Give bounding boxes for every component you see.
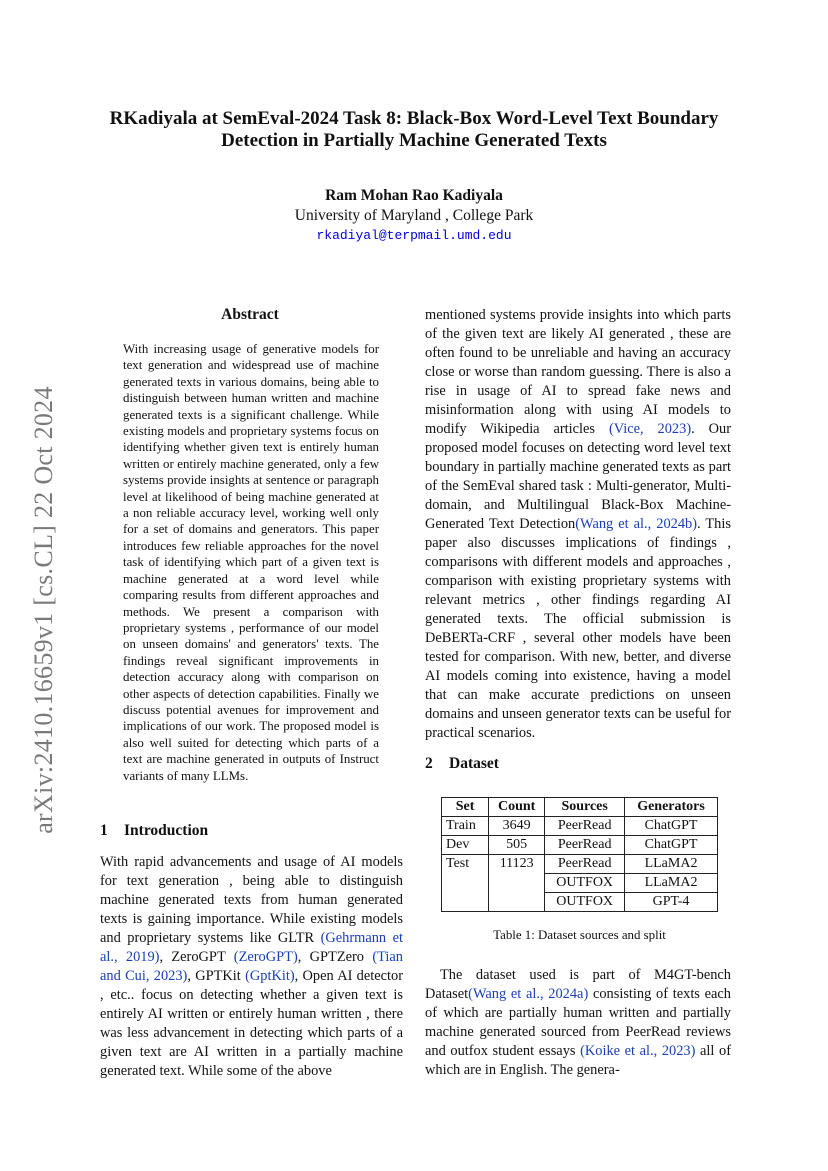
abstract-heading: Abstract [221, 306, 279, 323]
table-header: Sources [545, 798, 625, 817]
intro-paragraph [100, 853, 403, 1081]
table-cell [442, 893, 489, 912]
table-cell: PeerRead [545, 817, 625, 836]
intro-number: 1 [100, 822, 108, 839]
dataset-title: Dataset [449, 755, 499, 772]
table-cell: PeerRead [545, 836, 625, 855]
citation-gptkit[interactable]: (GptKit) [245, 968, 295, 984]
table-cell: PeerRead [545, 855, 625, 874]
intro-text-1: With rapid advancements and usage of AI models for text generation , being able to distinguish machine generated texts from human generated texts is gaining importance. While existing models and proprietary systems like GLTR [100, 854, 403, 946]
table-header: Count [489, 798, 545, 817]
table-cell: 11123 [489, 855, 545, 874]
intro-text-2: , ZeroGPT [159, 949, 234, 965]
intro-text-5: , Open AI detector , etc.. focus on detecting whether a given text is entirely AI written or entirely human written , there was less advancement in detecting which parts of a given text are AI written in a partially machine generated text. While some of the above [100, 968, 404, 1079]
table-row [442, 836, 718, 855]
table-cell: ChatGPT [625, 817, 718, 836]
table-cell: 3649 [489, 817, 545, 836]
table-cell: OUTFOX [545, 893, 625, 912]
table-row [442, 817, 718, 836]
table-header: Generators [625, 798, 718, 817]
right-column-paragraph [425, 306, 731, 743]
abstract-text: With increasing usage of generative models for text generation and widespread use of machine generated texts in various domains, being able to distinguish between human written and machine generated texts is a significant challenge. While existing models and proprietary systems focus on identifying whether given text is entirely human written or entirely machine generated, only a few systems provide insights at sentence or paragraph level at likelihood of being machine generated at a non reliable accuracy level, working well only for a set of domains and generators. This paper introduces few reliable approaches for the novel task of identifying which part of a given text is machine generated at a word level while comparing results from different approaches and methods. We present a comparison with proprietary systems , performance of our model on unseen domains' and generators' texts. The findings reveal significant improvements in detection accuracy along with comparison on other aspects of detection capabilities. Finally we discuss potential avenues for improvement and implications of our work. The proposed model is also well suited for detecting which parts of a text are machine generated in outputs of Instruct variants of many LLMs. [123, 342, 379, 783]
table-cell: Test [442, 855, 489, 874]
dataset-paragraph [425, 966, 731, 1080]
intro-text-3: , GPTZero [297, 949, 373, 965]
citation-zerogpt[interactable]: (ZeroGPT) [233, 949, 298, 965]
table-cell: Train [442, 817, 489, 836]
author-email[interactable]: rkadiyal@terpmail.umd.edu [316, 228, 512, 243]
table-cell [442, 874, 489, 893]
table-cell [489, 893, 545, 912]
table-cell: GPT-4 [625, 893, 718, 912]
table-cell: ChatGPT [625, 836, 718, 855]
author-block [80, 186, 748, 246]
arxiv-identifier: arXiv:2410.16659v1 [cs.CL] 22 Oct 2024 [29, 386, 58, 834]
dataset-table [441, 797, 718, 912]
citation-vice[interactable]: (Vice, 2023) [608, 421, 692, 437]
citation-gehrmann[interactable]: (Gehrmann et al., 2019) [100, 930, 403, 965]
dataset-text-2: consisting of texts each of which are partially human written and partially machine generated sourced from PeerRead reviews and outfox student essays [425, 986, 731, 1059]
dataset-number: 2 [425, 755, 433, 772]
table-header: Set [442, 798, 489, 817]
table-cell: OUTFOX [545, 874, 625, 893]
citation-wang-2024b[interactable]: (Wang et al., 2024b) [575, 516, 698, 532]
table-cell: Dev [442, 836, 489, 855]
table-row [442, 855, 718, 874]
intro-text-4: , GPTKit [187, 968, 246, 984]
right-text-3: . This paper also discusses implications of findings , comparisons with different models and approaches , comparison with existing proprietary systems with relevant metrics , other findings regarding AI generated texts. The official submission is DeBERTa-CRF , several other models have been tested for comparison. With new, better, and diverse AI models coming into existence, having a model that can make accurate predictions on unseen domains and unseen generator texts can be useful for practical scenarios. [425, 516, 731, 741]
title-line-1: RKadiyala at SemEval-2024 Task 8: Black-Box Word-Level Text Boundary [109, 108, 719, 129]
intro-heading [100, 822, 208, 840]
author-affiliation: University of Maryland , College Park [294, 207, 534, 224]
table-caption: Table 1: Dataset sources and split [493, 928, 666, 942]
author-name: Ram Mohan Rao Kadiyala [325, 187, 503, 204]
table-header-row [442, 798, 718, 817]
citation-koike[interactable]: (Koike et al., 2023) [580, 1043, 696, 1059]
table-row [442, 874, 718, 893]
paper-title [80, 108, 748, 152]
citation-tian-cui[interactable]: (Tian and Cui, 2023) [100, 949, 403, 984]
right-text-2: . Our proposed model focuses on detecting word level text boundary in partially machine generated texts as part of the SemEval shared task : Multi-generator, Multi-domain, and Multilingual Black-Box Machine-Generated Text Detection [425, 421, 731, 532]
table-cell: 505 [489, 836, 545, 855]
table-cell [489, 874, 545, 893]
right-text-1: mentioned systems provide insights into which parts of the given text are likely AI generated , these are often found to be unreliable and having an accuracy close or worse than random guessing. There is also a rise in usage of AI to spread fake news and misinformation along with using AI models to modify Wikipedia articles [425, 307, 731, 437]
title-line-2: Detection in Partially Machine Generated Texts [221, 130, 607, 151]
dataset-heading [425, 755, 499, 773]
dataset-text-3: all of which are in English. The genera- [425, 1043, 731, 1078]
citation-wang-2024a[interactable]: (Wang et al., 2024a) [468, 986, 589, 1002]
intro-title: Introduction [124, 822, 209, 839]
table-cell: LLaMA2 [625, 855, 718, 874]
table-row [442, 893, 718, 912]
dataset-text-1: The dataset used is part of M4GT-bench Dataset [425, 967, 731, 1002]
table-cell: LLaMA2 [625, 874, 718, 893]
